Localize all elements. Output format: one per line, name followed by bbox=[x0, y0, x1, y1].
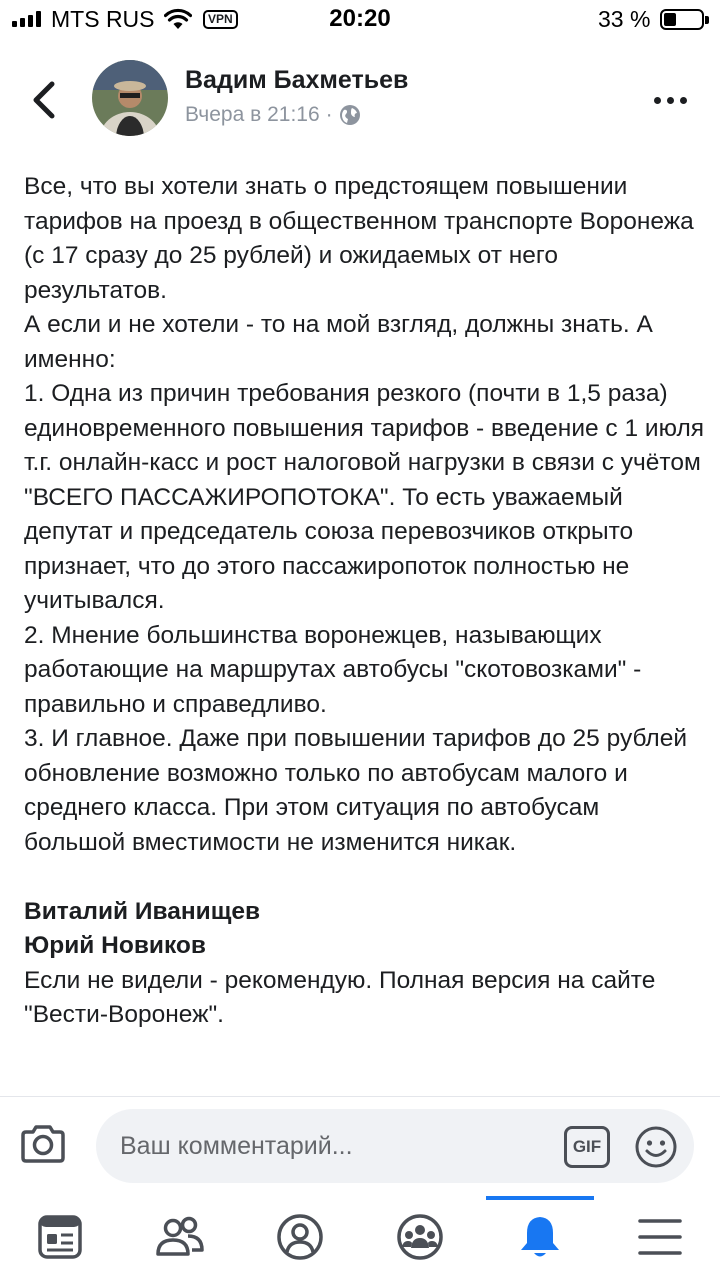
vpn-badge: VPN bbox=[203, 10, 238, 29]
post-author-name[interactable]: Вадим Бахметьев bbox=[185, 66, 409, 94]
news-feed-icon bbox=[35, 1212, 85, 1262]
bottom-tab-bar bbox=[0, 1196, 720, 1280]
mention-link[interactable]: Виталий Иванищев bbox=[24, 897, 261, 925]
friends-icon bbox=[155, 1212, 205, 1262]
tab-menu[interactable] bbox=[610, 1196, 710, 1280]
profile-icon bbox=[275, 1212, 325, 1262]
avatar[interactable] bbox=[92, 60, 168, 136]
menu-icon bbox=[635, 1212, 685, 1262]
post-timestamp[interactable]: Вчера в 21:16 bbox=[185, 103, 320, 126]
tab-news-feed[interactable] bbox=[10, 1196, 110, 1280]
emoji-icon[interactable] bbox=[634, 1125, 678, 1169]
post-closing-text: Если не видели - рекомендую. Полная версия на сайте "Вести-Воронеж". bbox=[24, 966, 656, 1028]
mention-link[interactable]: Юрий Новиков bbox=[24, 932, 206, 959]
comment-bar bbox=[0, 1096, 720, 1196]
groups-icon bbox=[395, 1212, 445, 1262]
post-paragraph: 3. И главное. Даже при повышении тарифов до 25 рублей обновление возможно только по автобусам малого и среднего класса. При этом ситуация по автобусам большой вместимости не изменится никак. bbox=[24, 725, 688, 856]
post-body bbox=[24, 170, 704, 1033]
more-options-icon[interactable] bbox=[654, 90, 694, 110]
tab-notifications[interactable] bbox=[490, 1196, 590, 1280]
carrier-name: MTS RUS bbox=[51, 6, 155, 32]
avatar-photo bbox=[92, 60, 168, 136]
gif-button[interactable]: GIF bbox=[564, 1126, 610, 1168]
camera-icon[interactable] bbox=[19, 1123, 67, 1165]
post-paragraph: 1. Одна из причин требования резкого (почти в 1,5 раза) единовременного повышения тарифов - введение с 1 июля т.г. онлайн-касс и рост налоговой нагрузки в связи с учётом "ВСЕГО ПАССАЖИРОПОТОКА". То есть уважаемый депутат и председатель союза перевозчиков открыто признает, что до этого пассажиропоток полностью не учитывался. bbox=[24, 380, 705, 614]
globe-icon bbox=[339, 104, 361, 126]
comment-input[interactable] bbox=[120, 1123, 550, 1169]
tab-groups[interactable] bbox=[370, 1196, 470, 1280]
post-meta bbox=[185, 103, 361, 127]
battery-percentage: 33 % bbox=[598, 6, 651, 32]
tab-friends[interactable] bbox=[130, 1196, 230, 1280]
status-time: 20:20 bbox=[329, 5, 391, 32]
back-arrow-icon[interactable] bbox=[26, 78, 66, 122]
bell-icon bbox=[515, 1212, 565, 1262]
battery-level bbox=[664, 13, 676, 26]
post-paragraph: Все, что вы хотели знать о предстоящем повышении тарифов на проезд в общественном транспорте Воронежа (с 17 сразу до 25 рублей) и ожидаемых от него результатов. bbox=[24, 173, 694, 304]
tab-profile[interactable] bbox=[250, 1196, 350, 1280]
battery-icon bbox=[660, 9, 704, 30]
status-bar bbox=[0, 0, 720, 40]
meta-separator: · bbox=[325, 103, 333, 126]
post-paragraph: А если и не хотели - то на мой взгляд, должны знать. А именно: bbox=[24, 311, 653, 373]
post-paragraph: 2. Мнение большинства воронежцев, называющих работающие на маршрутах автобусы "скотовозками" - правильно и справедливо. bbox=[24, 621, 642, 718]
comment-input-container[interactable] bbox=[96, 1109, 694, 1183]
